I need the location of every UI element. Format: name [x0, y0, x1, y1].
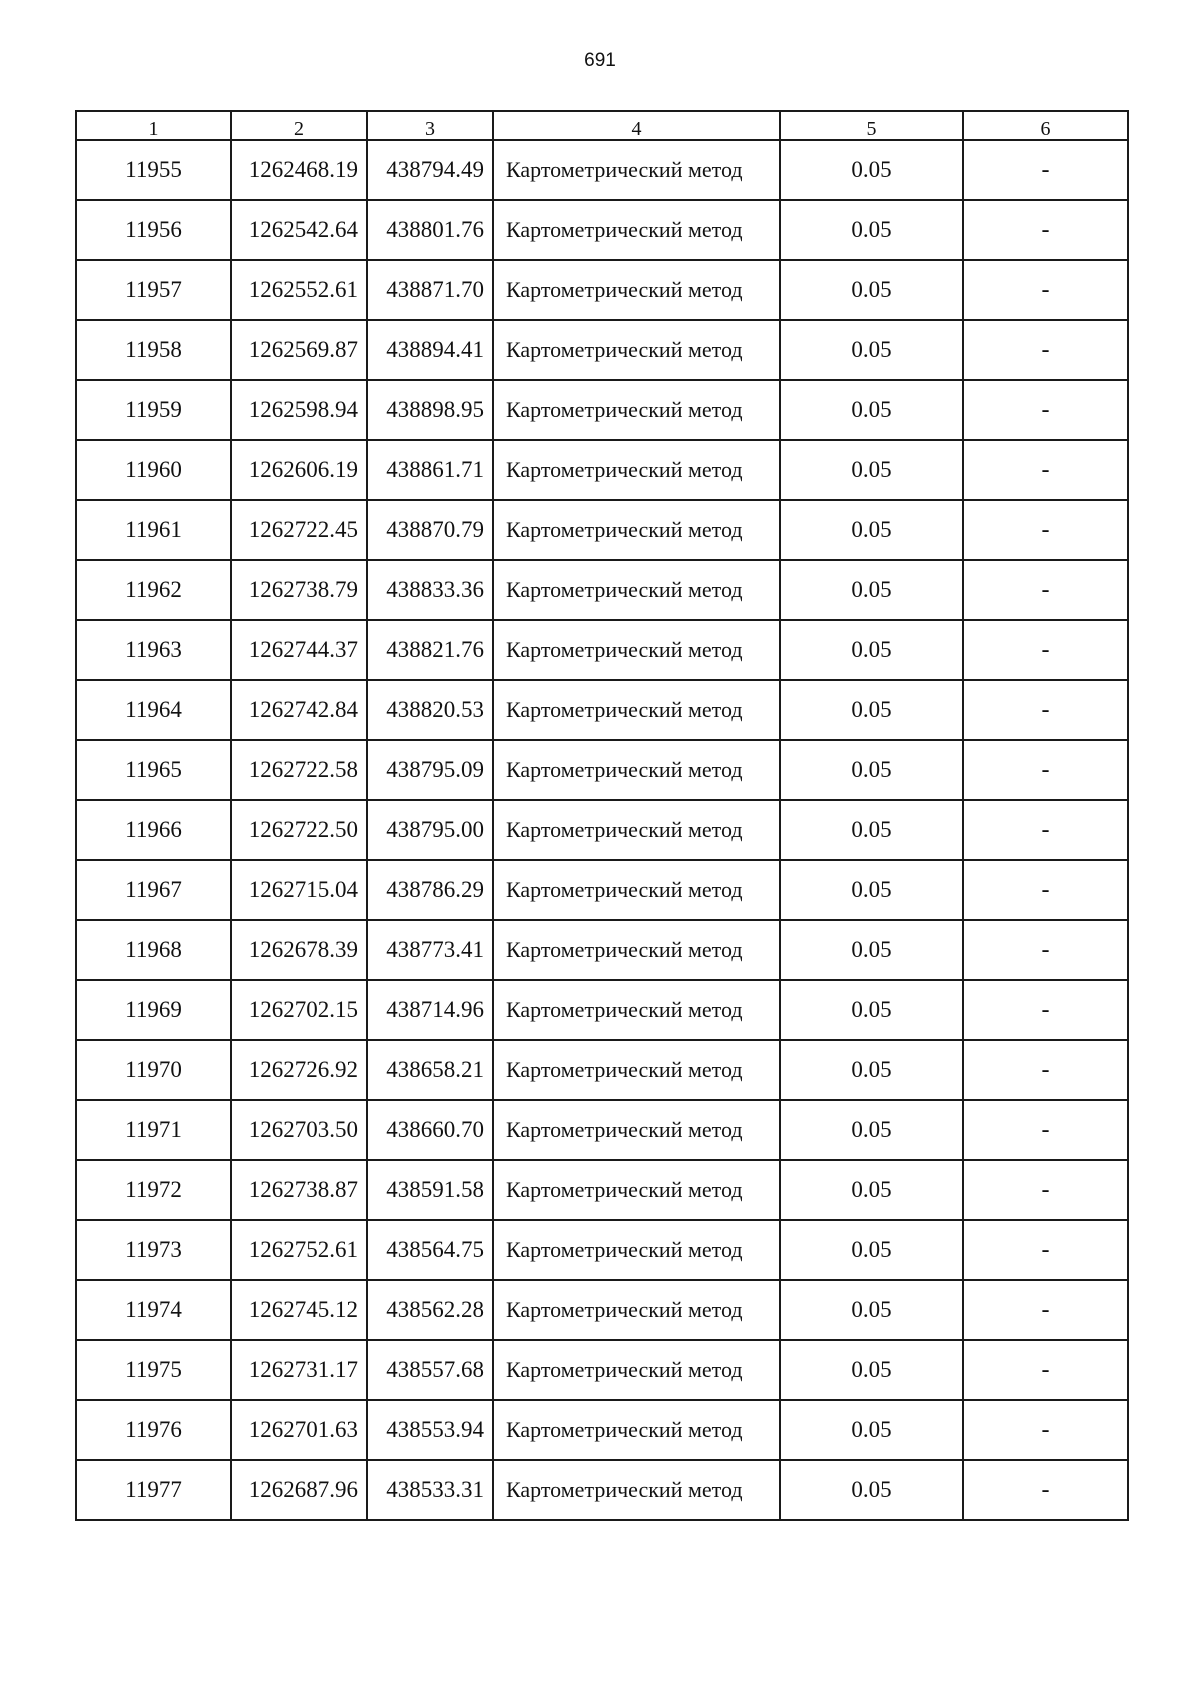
method-cell: Картометрический метод	[493, 380, 780, 440]
x-coordinate-cell: 1262722.45	[231, 500, 367, 560]
point-number-cell: 11974	[76, 1280, 231, 1340]
table-row	[76, 980, 1128, 1040]
point-number-cell: 11962	[76, 560, 231, 620]
accuracy-cell: 0.05	[780, 440, 963, 500]
y-coordinate-cell: 438820.53	[367, 680, 493, 740]
y-coordinate-cell: 438870.79	[367, 500, 493, 560]
point-number-cell: 11967	[76, 860, 231, 920]
point-number-cell: 11957	[76, 260, 231, 320]
description-cell: -	[963, 320, 1128, 380]
accuracy-cell: 0.05	[780, 1400, 963, 1460]
y-coordinate-cell: 438591.58	[367, 1160, 493, 1220]
y-coordinate-cell: 438861.71	[367, 440, 493, 500]
y-coordinate-cell: 438871.70	[367, 260, 493, 320]
description-cell: -	[963, 620, 1128, 680]
method-cell: Картометрический метод	[493, 1460, 780, 1520]
accuracy-cell: 0.05	[780, 1220, 963, 1280]
x-coordinate-cell: 1262468.19	[231, 140, 367, 200]
x-coordinate-cell: 1262745.12	[231, 1280, 367, 1340]
point-number-cell: 11965	[76, 740, 231, 800]
coordinates-table	[75, 110, 1129, 1521]
table-row	[76, 380, 1128, 440]
method-cell: Картометрический метод	[493, 620, 780, 680]
table-row	[76, 1100, 1128, 1160]
description-cell: -	[963, 1100, 1128, 1160]
description-cell: -	[963, 380, 1128, 440]
point-number-cell: 11966	[76, 800, 231, 860]
accuracy-cell: 0.05	[780, 1160, 963, 1220]
method-cell: Картометрический метод	[493, 140, 780, 200]
page-number: 691	[584, 50, 616, 71]
accuracy-cell: 0.05	[780, 1460, 963, 1520]
accuracy-cell: 0.05	[780, 1280, 963, 1340]
table-row	[76, 500, 1128, 560]
table-row	[76, 140, 1128, 200]
method-cell: Картометрический метод	[493, 980, 780, 1040]
x-coordinate-cell: 1262598.94	[231, 380, 367, 440]
y-coordinate-cell: 438533.31	[367, 1460, 493, 1520]
accuracy-cell: 0.05	[780, 680, 963, 740]
table-row	[76, 200, 1128, 260]
header-col-3: 3	[367, 111, 493, 140]
accuracy-cell: 0.05	[780, 1100, 963, 1160]
x-coordinate-cell: 1262731.17	[231, 1340, 367, 1400]
description-cell: -	[963, 1280, 1128, 1340]
x-coordinate-cell: 1262569.87	[231, 320, 367, 380]
table-row	[76, 920, 1128, 980]
y-coordinate-cell: 438660.70	[367, 1100, 493, 1160]
table-row	[76, 620, 1128, 680]
method-cell: Картометрический метод	[493, 1220, 780, 1280]
y-coordinate-cell: 438773.41	[367, 920, 493, 980]
x-coordinate-cell: 1262722.50	[231, 800, 367, 860]
header-col-5: 5	[780, 111, 963, 140]
point-number-cell: 11960	[76, 440, 231, 500]
table-row	[76, 1160, 1128, 1220]
y-coordinate-cell: 438898.95	[367, 380, 493, 440]
x-coordinate-cell: 1262722.58	[231, 740, 367, 800]
point-number-cell: 11975	[76, 1340, 231, 1400]
method-cell: Картометрический метод	[493, 740, 780, 800]
y-coordinate-cell: 438557.68	[367, 1340, 493, 1400]
description-cell: -	[963, 1340, 1128, 1400]
x-coordinate-cell: 1262678.39	[231, 920, 367, 980]
accuracy-cell: 0.05	[780, 140, 963, 200]
method-cell: Картометрический метод	[493, 800, 780, 860]
description-cell: -	[963, 740, 1128, 800]
description-cell: -	[963, 1460, 1128, 1520]
point-number-cell: 11973	[76, 1220, 231, 1280]
point-number-cell: 11963	[76, 620, 231, 680]
point-number-cell: 11955	[76, 140, 231, 200]
description-cell: -	[963, 920, 1128, 980]
table-row	[76, 440, 1128, 500]
table-row	[76, 1460, 1128, 1520]
y-coordinate-cell: 438714.96	[367, 980, 493, 1040]
accuracy-cell: 0.05	[780, 620, 963, 680]
header-col-1: 1	[76, 111, 231, 140]
accuracy-cell: 0.05	[780, 260, 963, 320]
x-coordinate-cell: 1262726.92	[231, 1040, 367, 1100]
description-cell: -	[963, 1220, 1128, 1280]
description-cell: -	[963, 200, 1128, 260]
description-cell: -	[963, 1400, 1128, 1460]
method-cell: Картометрический метод	[493, 1280, 780, 1340]
y-coordinate-cell: 438833.36	[367, 560, 493, 620]
method-cell: Картометрический метод	[493, 200, 780, 260]
x-coordinate-cell: 1262542.64	[231, 200, 367, 260]
y-coordinate-cell: 438553.94	[367, 1400, 493, 1460]
accuracy-cell: 0.05	[780, 1040, 963, 1100]
y-coordinate-cell: 438821.76	[367, 620, 493, 680]
accuracy-cell: 0.05	[780, 320, 963, 380]
point-number-cell: 11972	[76, 1160, 231, 1220]
x-coordinate-cell: 1262703.50	[231, 1100, 367, 1160]
point-number-cell: 11969	[76, 980, 231, 1040]
method-cell: Картометрический метод	[493, 680, 780, 740]
description-cell: -	[963, 680, 1128, 740]
x-coordinate-cell: 1262742.84	[231, 680, 367, 740]
accuracy-cell: 0.05	[780, 1340, 963, 1400]
method-cell: Картометрический метод	[493, 1100, 780, 1160]
table-row	[76, 1280, 1128, 1340]
y-coordinate-cell: 438894.41	[367, 320, 493, 380]
method-cell: Картометрический метод	[493, 1340, 780, 1400]
accuracy-cell: 0.05	[780, 800, 963, 860]
header-col-6: 6	[963, 111, 1128, 140]
x-coordinate-cell: 1262738.79	[231, 560, 367, 620]
method-cell: Картометрический метод	[493, 1400, 780, 1460]
table-row	[76, 560, 1128, 620]
description-cell: -	[963, 1040, 1128, 1100]
accuracy-cell: 0.05	[780, 860, 963, 920]
point-number-cell: 11976	[76, 1400, 231, 1460]
point-number-cell: 11971	[76, 1100, 231, 1160]
table-row	[76, 860, 1128, 920]
y-coordinate-cell: 438801.76	[367, 200, 493, 260]
header-col-2: 2	[231, 111, 367, 140]
x-coordinate-cell: 1262552.61	[231, 260, 367, 320]
y-coordinate-cell: 438658.21	[367, 1040, 493, 1100]
method-cell: Картометрический метод	[493, 920, 780, 980]
method-cell: Картометрический метод	[493, 560, 780, 620]
x-coordinate-cell: 1262687.96	[231, 1460, 367, 1520]
x-coordinate-cell: 1262715.04	[231, 860, 367, 920]
accuracy-cell: 0.05	[780, 740, 963, 800]
table-row	[76, 740, 1128, 800]
y-coordinate-cell: 438795.09	[367, 740, 493, 800]
accuracy-cell: 0.05	[780, 200, 963, 260]
method-cell: Картометрический метод	[493, 500, 780, 560]
accuracy-cell: 0.05	[780, 920, 963, 980]
table-body	[76, 140, 1128, 1520]
table-row	[76, 320, 1128, 380]
accuracy-cell: 0.05	[780, 380, 963, 440]
x-coordinate-cell: 1262752.61	[231, 1220, 367, 1280]
point-number-cell: 11959	[76, 380, 231, 440]
header-row	[76, 111, 1128, 140]
method-cell: Картометрический метод	[493, 260, 780, 320]
method-cell: Картометрический метод	[493, 860, 780, 920]
y-coordinate-cell: 438562.28	[367, 1280, 493, 1340]
accuracy-cell: 0.05	[780, 500, 963, 560]
description-cell: -	[963, 860, 1128, 920]
y-coordinate-cell: 438564.75	[367, 1220, 493, 1280]
table-header	[76, 111, 1128, 140]
table-row	[76, 1400, 1128, 1460]
description-cell: -	[963, 560, 1128, 620]
accuracy-cell: 0.05	[780, 980, 963, 1040]
point-number-cell: 11961	[76, 500, 231, 560]
description-cell: -	[963, 440, 1128, 500]
y-coordinate-cell: 438786.29	[367, 860, 493, 920]
y-coordinate-cell: 438794.49	[367, 140, 493, 200]
point-number-cell: 11958	[76, 320, 231, 380]
table-row	[76, 1040, 1128, 1100]
table-row	[76, 1340, 1128, 1400]
description-cell: -	[963, 140, 1128, 200]
header-col-4: 4	[493, 111, 780, 140]
point-number-cell: 11977	[76, 1460, 231, 1520]
accuracy-cell: 0.05	[780, 560, 963, 620]
point-number-cell: 11970	[76, 1040, 231, 1100]
x-coordinate-cell: 1262701.63	[231, 1400, 367, 1460]
point-number-cell: 11956	[76, 200, 231, 260]
method-cell: Картометрический метод	[493, 1040, 780, 1100]
method-cell: Картометрический метод	[493, 320, 780, 380]
method-cell: Картометрический метод	[493, 1160, 780, 1220]
description-cell: -	[963, 800, 1128, 860]
table-row	[76, 260, 1128, 320]
x-coordinate-cell: 1262702.15	[231, 980, 367, 1040]
table-row	[76, 1220, 1128, 1280]
description-cell: -	[963, 980, 1128, 1040]
y-coordinate-cell: 438795.00	[367, 800, 493, 860]
table-row	[76, 800, 1128, 860]
x-coordinate-cell: 1262738.87	[231, 1160, 367, 1220]
point-number-cell: 11964	[76, 680, 231, 740]
description-cell: -	[963, 500, 1128, 560]
method-cell: Картометрический метод	[493, 440, 780, 500]
x-coordinate-cell: 1262606.19	[231, 440, 367, 500]
x-coordinate-cell: 1262744.37	[231, 620, 367, 680]
description-cell: -	[963, 260, 1128, 320]
description-cell: -	[963, 1160, 1128, 1220]
point-number-cell: 11968	[76, 920, 231, 980]
table-row	[76, 680, 1128, 740]
